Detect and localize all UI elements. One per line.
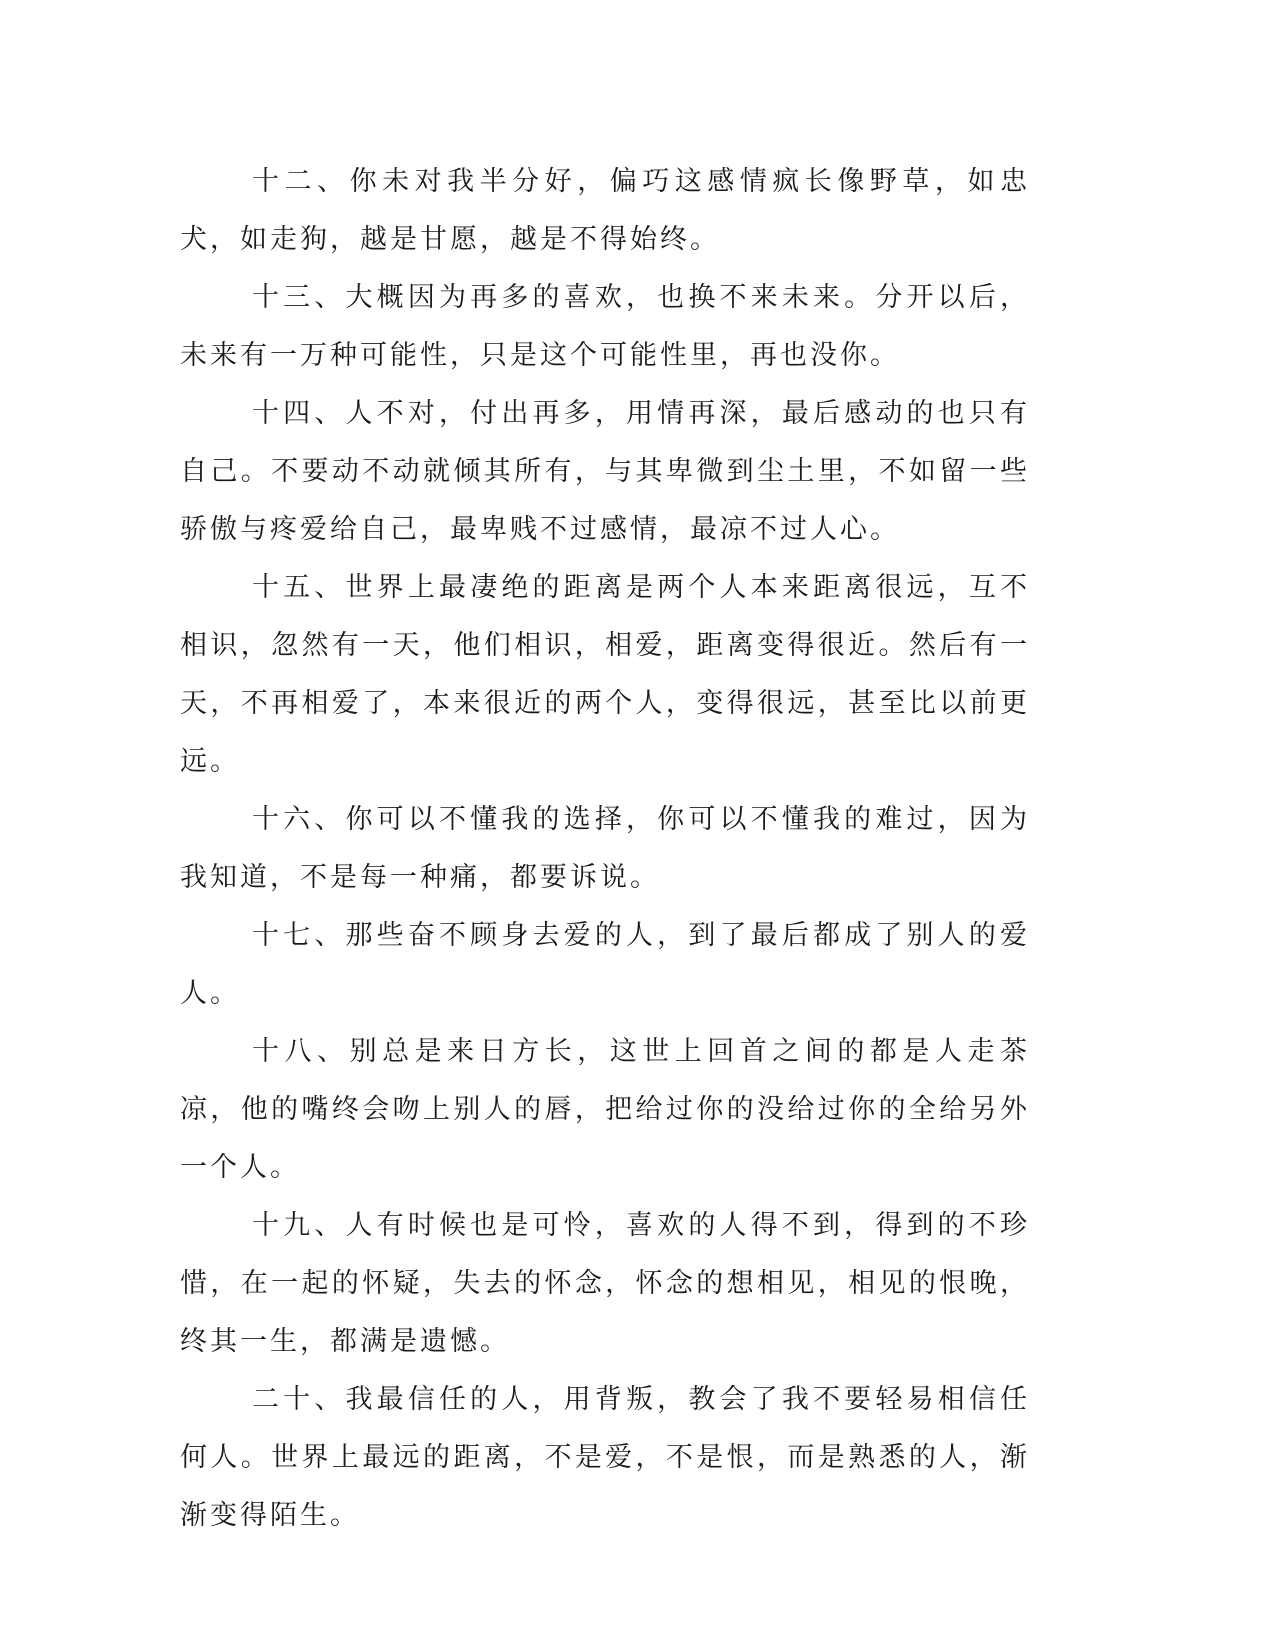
paragraph-12: 十二、你未对我半分好，偏巧这感情疯长像野草，如忠犬，如走狗，越是甘愿，越是不得始终。 [180, 166, 1030, 255]
paragraph-19: 十九、人有时候也是可怜，喜欢的人得不到，得到的不珍惜，在一起的怀疑，失去的怀念，怀念的想相见，相见的恨晚，终其一生，都满是遗憾。 [180, 1210, 1030, 1357]
paragraph-14: 十四、人不对，付出再多，用情再深，最后感动的也只有自己。不要动不动就倾其所有，与其卑微到尘土里，不如留一些骄傲与疼爱给自己，最卑贱不过感情，最凉不过人心。 [180, 398, 1030, 545]
paragraph-15: 十五、世界上最凄绝的距离是两个人本来距离很远，互不相识，忽然有一天，他们相识，相爱，距离变得很近。然后有一天，不再相爱了，本来很近的两个人，变得很远，甚至比以前更远。 [180, 572, 1030, 777]
document-body [180, 153, 1030, 1545]
paragraph-16: 十六、你可以不懂我的选择，你可以不懂我的难过，因为我知道，不是每一种痛，都要诉说。 [180, 804, 1030, 893]
paragraph-17: 十七、那些奋不顾身去爱的人，到了最后都成了别人的爱人。 [180, 920, 1030, 1009]
paragraph-13: 十三、大概因为再多的喜欢，也换不来未来。分开以后，未来有一万种可能性，只是这个可能性里，再也没你。 [180, 282, 1030, 371]
paragraph-18: 十八、别总是来日方长，这世上回首之间的都是人走茶凉，他的嘴终会吻上别人的唇，把给过你的没给过你的全给另外一个人。 [180, 1036, 1030, 1183]
paragraph-20: 二十、我最信任的人，用背叛，教会了我不要轻易相信任何人。世界上最远的距离，不是爱，不是恨，而是熟悉的人，渐渐变得陌生。 [180, 1384, 1030, 1531]
